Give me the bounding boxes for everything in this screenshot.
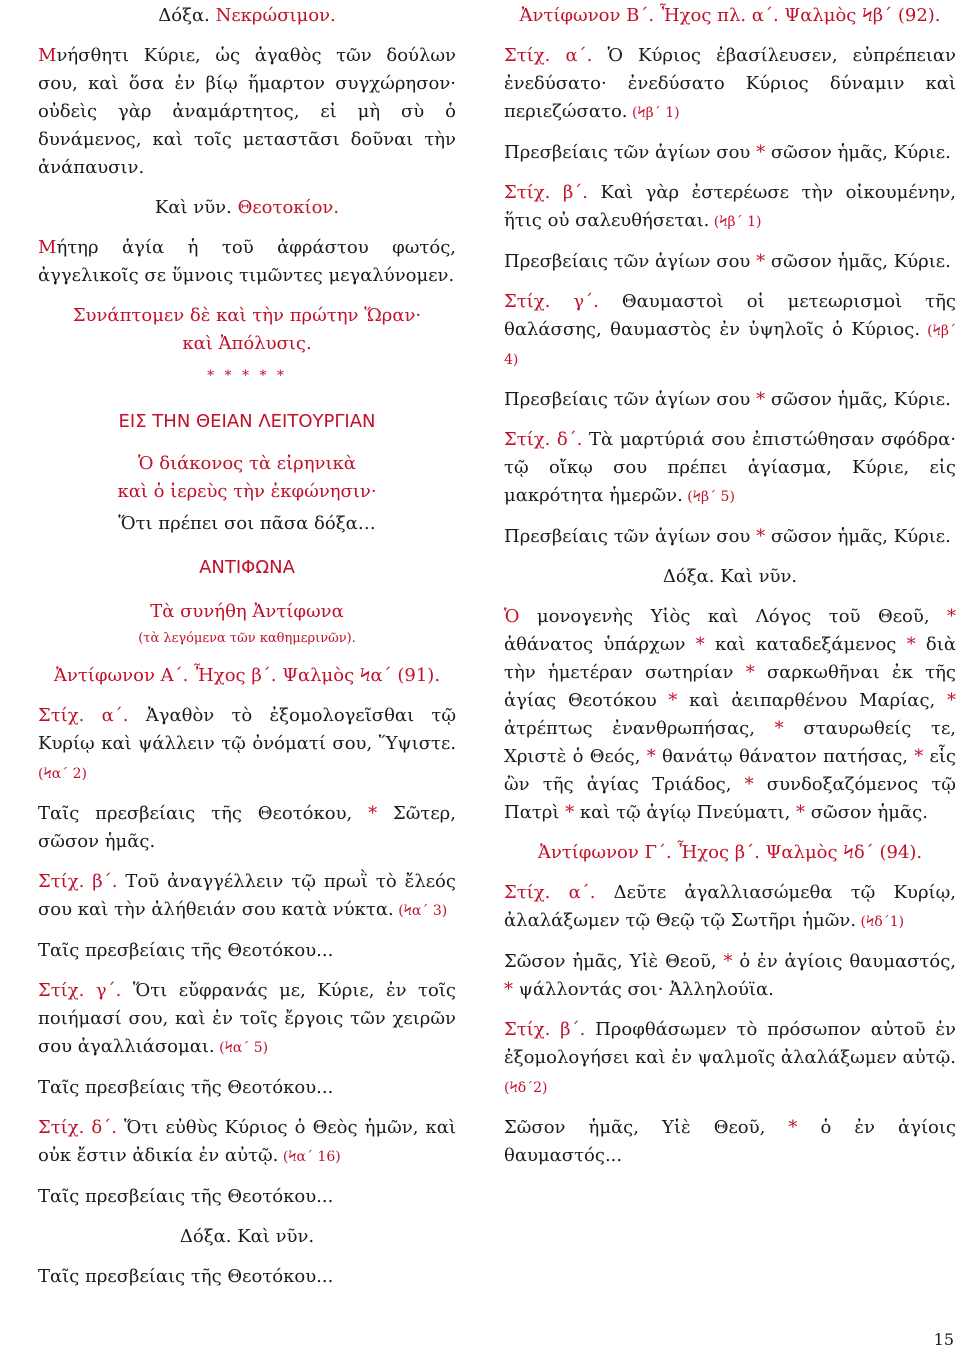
antiphon-c-title: Ἀντίφωνον Γ΄. Ἦχος β΄. Ψαλμὸς Ϟδ΄ (94).: [537, 842, 923, 863]
ekphonesis: Ὅτι πρέπει σοι πᾶσα δόξα…: [118, 513, 376, 534]
drop-initial: Μ: [38, 45, 57, 66]
antiphon-a-verse-4: Στίχ. δ΄. Ὅτι εὐθὺς Κύριος ὁ Θεὸς ἡμῶν, καὶ οὐκ ἔστιν ἀδικία ἐν αὐτῷ. (Ϟα΄ 16): [38, 1117, 456, 1166]
right-column: [504, 0, 956, 1182]
antiphon-a-verses: [38, 702, 456, 1211]
doxa-nekrosimon: Δόξα. Νεκρώσιμον.: [158, 5, 336, 26]
rubric-synaptomen: Συνάπτομεν δὲ καὶ τὴν πρώτην Ὥραν· καὶ Ἀπόλυσις.: [72, 305, 422, 354]
doxa-kai-nyn-left: Δόξα. Καὶ νῦν.: [179, 1226, 315, 1247]
antiphon-b-refrain-2: Πρεσβείαις τῶν ἁγίων σου * σῶσον ἡμᾶς, Κύριε.: [504, 251, 951, 272]
rubric-diakonos: Ὁ διάκονος τὰ εἰρηνικὰ καὶ ὁ ἱερεὺς τὴν ἐκφώνησιν·: [117, 453, 377, 502]
heading-antiphona: ΑΝΤΙΦΩΝΑ: [199, 557, 295, 578]
final-refrain-left: Ταῖς πρεσβείαις τῆς Θεοτόκου...: [38, 1266, 334, 1287]
antiphon-a-refrain-3: Ταῖς πρεσβείαις τῆς Θεοτόκου...: [38, 1077, 334, 1098]
antiphon-a-refrain-1: Ταῖς πρεσβείαις τῆς Θεοτόκου, * Σῶτερ, σῶσον ἡμᾶς.: [38, 803, 456, 852]
refrain-c2: Σῶσον ἡμᾶς, Υἱὲ Θεοῦ, * ὁ ἐν ἁγίοις θαυμαστός...: [504, 1117, 956, 1166]
antiphon-b-verses: [504, 42, 956, 551]
kai-nyn-theotokion: Καὶ νῦν. Θεοτοκίον.: [154, 197, 340, 218]
antiphon-b-verse-4: Στίχ. δ΄. Τὰ μαρτύριά σου ἐπιστώθησαν σφόδρα· τῷ οἴκῳ σου πρέπει ἁγίασμα, Κύριε, εἰς μακρότητα ἡμερῶν. (Ϟβ΄ 5): [504, 429, 956, 506]
theotokion: Μήτηρ ἁγία ἡ τοῦ ἀφράστου φωτός, ἀγγελικοῖς σε ὕμνοις τιμῶντες μεγαλύνομεν.: [38, 237, 456, 286]
troparion: Μνήσθητι Κύριε, ὡς ἀγαθὸς τῶν δούλων σου, καὶ ὅσα ἐν βίῳ ἥμαρτον συγχώρησον· οὐδεὶς γὰρ ἀναμάρτητος, εἰ μὴ σὺ ὁ δυνάμενος, καὶ τοῖς μεταστᾶσι δοῦναι τὴν ἀνάπαυσιν.: [38, 45, 456, 178]
antiphon-a-refrain-4: Ταῖς πρεσβείαις τῆς Θεοτόκου...: [38, 1186, 334, 1207]
antiphon-b-verse-1: Στίχ. α΄. Ὁ Κύριος ἐβασίλευσεν, εὐπρέπειαν ἐνεδύσατο· ἐνεδύσατο Κύριος δύναμιν καὶ περιεζώσατο. (Ϟβ΄ 1): [504, 45, 956, 122]
heading-leitourgia: ΕΙΣ ΤΗΝ ΘΕΙΑΝ ΛΕΙΤΟΥΡΓΙΑΝ: [118, 411, 376, 432]
refrain-c1: Σῶσον ἡμᾶς, Υἱὲ Θεοῦ, * ὁ ἐν ἁγίοις θαυμαστός, * ψάλλοντάς σοι· Ἀλληλούϊα.: [504, 951, 956, 1000]
antiphon-a-verse-2: Στίχ. β΄. Τοῦ ἀναγγέλλειν τῷ πρωῒ τὸ ἔλεός σου καὶ τὴν ἀλήθειάν σου κατὰ νύκτα. (Ϟα΄ 3): [38, 871, 456, 920]
verse-c2: Στίχ. β΄. Προφθάσωμεν τὸ πρόσωπον αὐτοῦ ἐν ἐξομολογήσει καὶ ἐν ψαλμοῖς ἀλαλάξωμεν αὐτῷ. (Ϟδ΄2): [504, 1019, 956, 1096]
synethe-antiphona: Τὰ συνήθη Ἀντίφωνα: [150, 601, 344, 622]
legomena-note: (τὰ λεγόμενα τῶν καθημερινῶν).: [138, 631, 356, 646]
page-number: 15: [933, 1330, 954, 1349]
antiphon-a-verse-3: Στίχ. γ΄. Ὅτι εὔφρανάς με, Κύριε, ἐν τοῖς ποιήμασί σου, καὶ ἐν τοῖς ἔργοις τῶν χειρῶν σου ἀγαλλιάσομαι. (Ϟα΄ 5): [38, 980, 456, 1057]
monogenes-hymn: Ὁ μονογενὴς Υἱὸς καὶ Λόγος τοῦ Θεοῦ, * ἀθάνατος ὑπάρχων * καὶ καταδεξάμενος * διὰ τὴν ἡμετέραν σωτηρίαν * σαρκωθῆναι ἐκ τῆς ἁγίας Θεοτόκου * καὶ ἀειπαρθένου Μαρίας, * ἀτρέπτως ἐνανθρωπήσας, * σταυρωθείς τε, Χριστὲ ὁ Θεός, * θανάτῳ θάνατον πατήσας, * εἷς ὢν τῆς ἁγίας Τριάδος, * συνδοξαζόμενος τῷ Πατρὶ * καὶ τῷ ἁγίῳ Πνεύματι, * σῶσον ἡμᾶς.: [504, 606, 956, 823]
antiphon-b-refrain-1: Πρεσβείαις τῶν ἁγίων σου * σῶσον ἡμᾶς, Κύριε.: [504, 142, 951, 163]
stars-divider: * * * * *: [207, 368, 287, 384]
verse-c1: Στίχ. α΄. Δεῦτε ἀγαλλιασώμεθα τῷ Κυρίῳ, ἀλαλάξωμεν τῷ Θεῷ τῷ Σωτῆρι ἡμῶν. (Ϟδ΄1): [504, 882, 956, 931]
antiphon-b-refrain-3: Πρεσβείαις τῶν ἁγίων σου * σῶσον ἡμᾶς, Κύριε.: [504, 389, 951, 410]
antiphon-a-title: Ἀντίφωνον Α΄. Ἦχος β΄. Ψαλμὸς Ϟα΄ (91).: [53, 665, 441, 686]
antiphon-a-verse-1: Στίχ. α΄. Ἀγαθὸν τὸ ἐξομολογεῖσθαι τῷ Κυρίῳ καὶ ψάλλειν τῷ ὀνόματί σου, Ὕψιστε. (Ϟα΄ 2): [38, 705, 456, 782]
antiphon-b-title: Ἀντίφωνον Β΄. Ἦχος πλ. α΄. Ψαλμὸς Ϟβ΄ (92).: [519, 5, 941, 26]
antiphon-a-refrain-2: Ταῖς πρεσβείαις τῆς Θεοτόκου...: [38, 940, 334, 961]
antiphon-b-verse-3: Στίχ. γ΄. Θαυμαστοὶ οἱ μετεωρισμοὶ τῆς θαλάσσης, θαυμαστὸς ἐν ὑψηλοῖς ὁ Κύριος. (Ϟβ΄ 4): [504, 291, 956, 368]
antiphon-b-verse-2: Στίχ. β΄. Καὶ γὰρ ἐστερέωσε τὴν οἰκουμένην, ἥτις οὐ σαλευθήσεται. (Ϟβ΄ 1): [504, 182, 956, 231]
doxa-kai-nyn-right: Δόξα. Καὶ νῦν.: [662, 566, 798, 587]
left-column: [38, 0, 456, 1303]
antiphon-b-refrain-4: Πρεσβείαις τῶν ἁγίων σου * σῶσον ἡμᾶς, Κύριε.: [504, 526, 951, 547]
